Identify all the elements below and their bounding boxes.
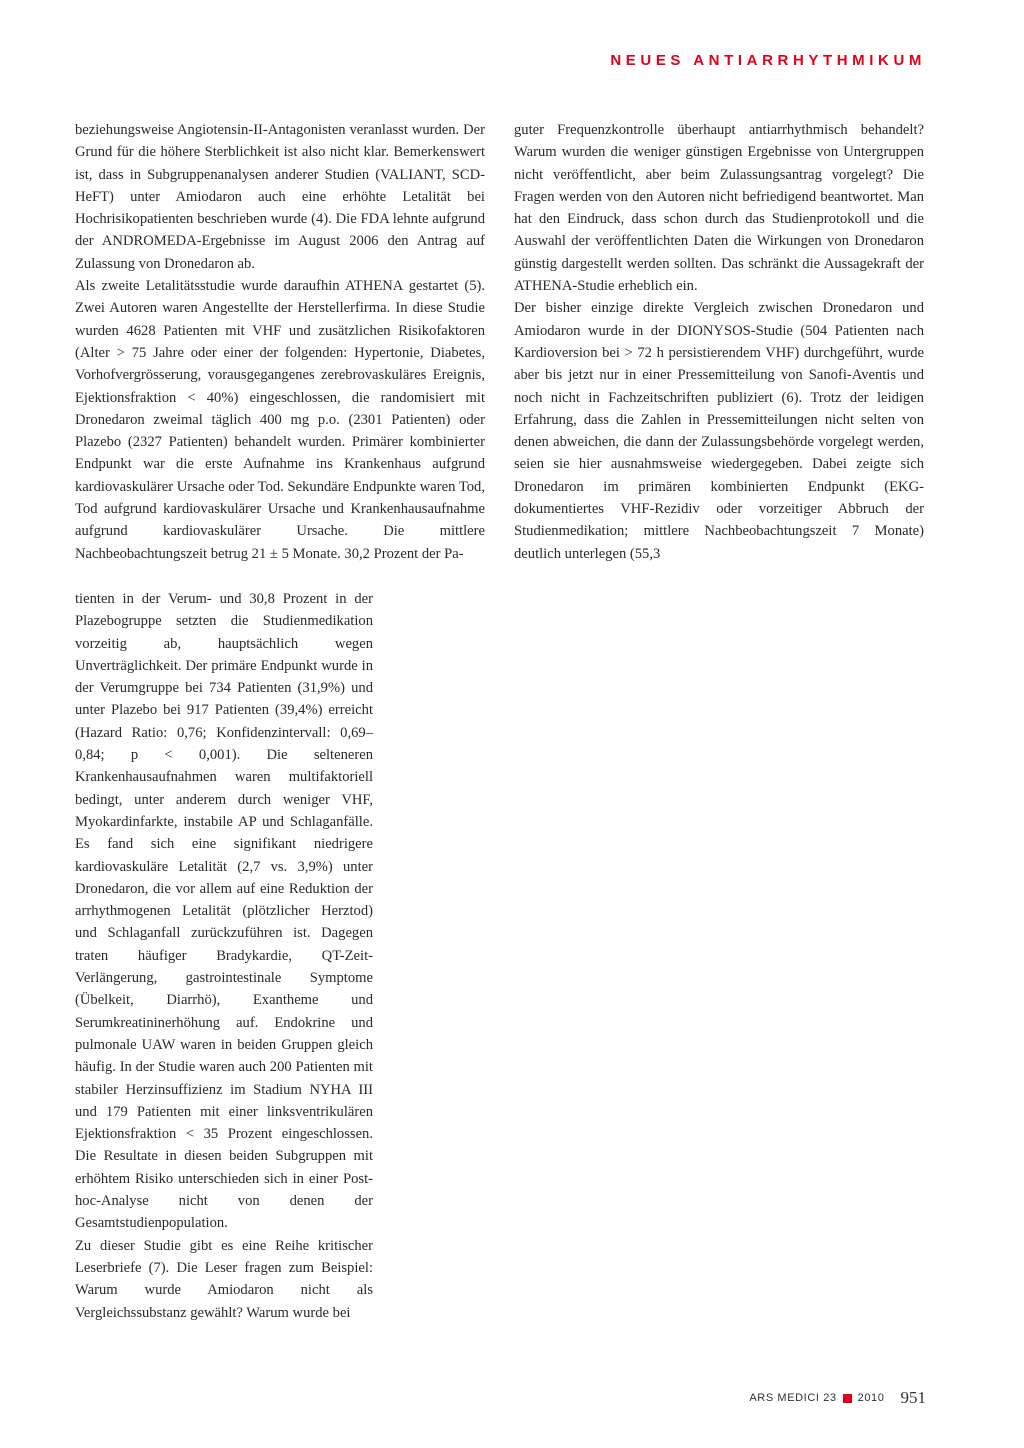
paragraph: Zu dieser Studie gibt es eine Reihe kritischer Leserbriefe (7). Die Leser fragen zum Beispiel: Warum wurde Amiodaron nicht als Vergleichssubstanz gewählt? Warum wurde bei [75,1237,373,1321]
section-title: NEUES ANTIARRHYTHMIKUM [610,52,926,69]
paragraph: guter Frequenzkontrolle überhaupt antiarrhythmisch behandelt? Warum wurden die weniger günstigen Ergebnisse von Untergruppen nicht veröffentlicht, aber beim Zulassungsantrag vorgelegt? Die Fragen werden von den Autoren nicht befriedigend beantwortet. Man hat den Eindruck, dass schon durch das Studienprotokoll und die Auswahl der veröffentlichten Daten die Wirkungen von Dronedaron günstig dargestellt werden sollten. Das schränkt die Aussagekraft der ATHENA-Studie erheblich ein. [514,122,924,295]
column-1-wide [75,119,485,565]
journal-name: ARS MEDICI 23 [749,1392,837,1404]
paragraph: Als zweite Letalitätsstudie wurde daraufhin ATHENA gestartet (5). Zwei Autoren waren Angestellte der Herstellerfirma. In diese Studie wurden 4628 Patienten mit VHF und zusätzlichen Risikofaktoren (Alter > 75 Jahre oder einer der folgenden: Hypertonie, Diabetes, Vorhofvergrösserung, vorausgegangenes zerebrovaskuläres Ereignis, Ejektionsfraktion < 40%) eingeschlossen, die randomisiert mit Dronedaron zweimal täglich 400 mg p.o. (2301 Patienten) oder Plazebo (2327 Patienten) behandelt wurden. Primärer kombinierter Endpunkt war die erste Aufnahme ins Krankenhaus aufgrund kardiovaskulärer Ursache oder Tod. Sekundäre Endpunkte waren Tod, Tod aufgrund kardiovaskulärer Ursache und Krankenhausaufnahme aufgrund kardiovaskulärer Ursache. Die mittlere Nachbeobachtungszeit betrug 21 ± 5 Monate. 30,2 Prozent der Pa- [75,278,485,562]
issue-year: 2010 [857,1392,885,1404]
page-footer [749,1388,926,1408]
page-number: 951 [900,1388,926,1407]
paragraph: Der bisher einzige direkte Vergleich zwischen Dronedaron und Amiodaron wurde in der DIONYSOS-Studie (504 Patienten nach Kardioversion bei > 72 h persistierendem VHF) durchgeführt, wurde aber bis jetzt nur in einer Pressemitteilung von Sanofi-Aventis und noch nicht in Fachzeitschriften publiziert (6). Trotz der leidigen Erfahrung, dass die Zahlen in Pressemitteilungen nicht selten von denen abweichen, die dann der Zulassungsbehörde vorgelegt werden, seien sie hier ausnahmsweise wiedergegeben. Dabei zeigte sich Dronedaron im primären kombinierten Endpunkt (EKG-dokumentiertes VHF-Rezidiv oder vorzeitiger Abbruch der Studienmedikation; mittlere Nachbeobachtungszeit 7 Monate) deutlich unterlegen (55,3 [514,300,924,562]
column-1-narrow [75,588,373,1324]
paragraph: tienten in der Verum- und 30,8 Prozent in der Plazebogruppe setzten die Studienmedikation vorzeitig ab, hauptsächlich wegen Unverträglichkeit. Der primäre Endpunkt wurde in der Verumgruppe bei 734 Patienten (31,9%) und unter Plazebo bei 917 Patienten (39,4%) erreicht (Hazard Ratio: 0,76; Konfidenzintervall: 0,69–0,84; p < 0,001). Die selteneren Krankenhausaufnahmen waren multifaktoriell bedingt, unter anderem durch weniger VHF, Myokardinfarkte, instabile AP und Schlaganfälle. Es fand sich eine signifikant niedrigere kardiovaskuläre Letalität (2,7 vs. 3,9%) unter Dronedaron, die vor allem auf eine Reduktion der arrhythmogenen Letalität (plötzlicher Herztod) und Schlaganfall zurückzuführen ist. Dagegen traten häufiger Bradykardie, QT-Zeit-Verlängerung, gastrointestinale Symptome (Übelkeit, Diarrhö), Exantheme und Serumkreatininerhöhung auf. Endokrine und pulmonale UAW waren in beiden Gruppen gleich häufig. In der Studie waren auch 200 Patienten mit stabiler Herzinsuffizienz im Stadium NYHA III und 179 Patienten mit einer linksventrikulären Ejektionsfraktion < 35 Prozent eingeschlossen. Die Resultate in diesen beiden Subgruppen mit erhöhtem Risiko unterschieden sich in einer Post-hoc-Analyse nicht von denen der Gesamtstudienpopulation. [75,591,373,1232]
column-2 [514,119,924,565]
paragraph: beziehungsweise Angiotensin-II-Antagonisten veranlasst wurden. Der Grund für die höhere Sterblichkeit ist also nicht klar. Bemerkenswert ist, dass in Subgruppenanalysen anderer Studien (VALIANT, SCD-HeFT) unter Amiodaron auch eine erhöhte Letalität bei Hochrisikopatienten beschrieben wurde (4). Die FDA lehnte aufgrund der ANDROMEDA-Ergebnisse im August 2006 den Antrag auf Zulassung von Dronedaron ab. [75,122,485,272]
red-square-icon [843,1394,852,1403]
